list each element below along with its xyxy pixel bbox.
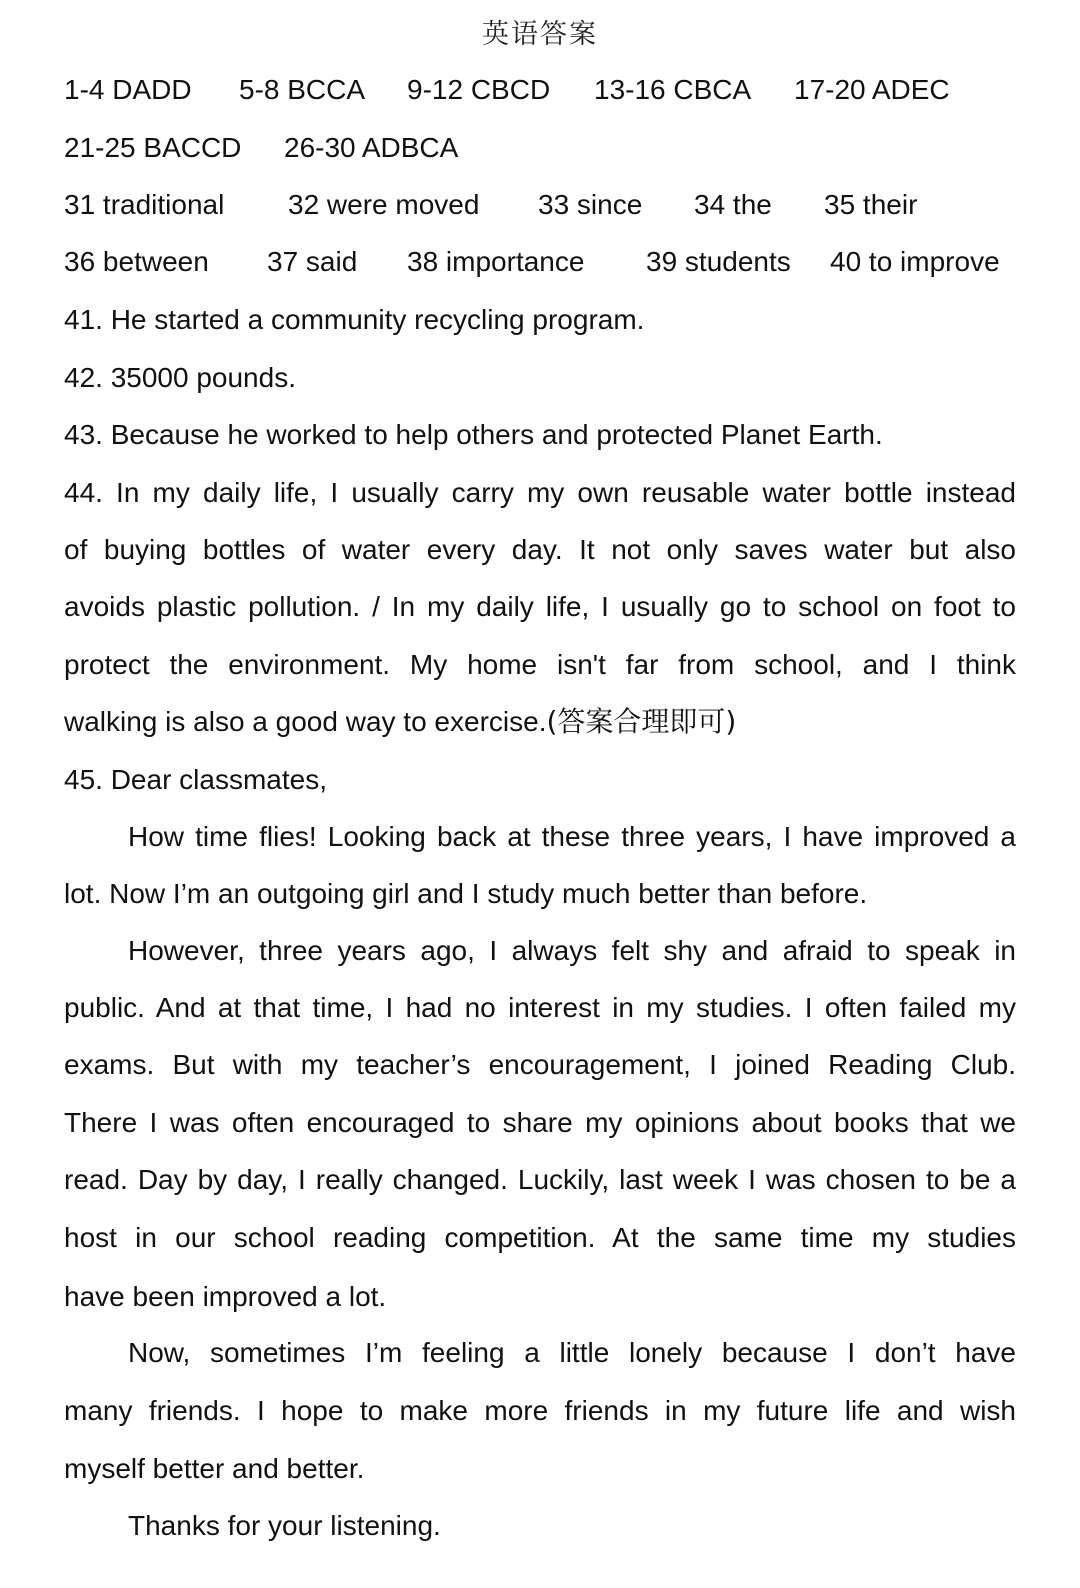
answer-45-paragraph-3-line: Now, sometimes I’m feeling a little lonely because I don’t have <box>128 1337 1016 1368</box>
answer-44-line: protect the environment. My home isn't far from school, and I think <box>64 649 1016 680</box>
choice-answer: 13-16 CBCA <box>594 74 752 105</box>
answer-45-paragraph-2-line: have been improved a lot. <box>64 1281 387 1312</box>
answer-45-paragraph-3-line: many friends. I hope to make more friends in my future life and wish <box>64 1395 1016 1426</box>
answer-45-paragraph-2-line: exams. But with my teacher’s encouragement, I joined Reading Club. <box>64 1049 1016 1080</box>
blank-answer: 33 since <box>538 189 643 220</box>
blank-answer: 39 students <box>646 246 791 277</box>
answer-45-paragraph-2-line: host in our school reading competition. At the same time my studies <box>64 1222 1016 1253</box>
answer-45-salutation: 45. Dear classmates, <box>64 764 327 795</box>
answer-42: 42. 35000 pounds. <box>64 362 296 393</box>
blank-answer: 31 traditional <box>64 189 225 220</box>
answer-44-line: walking is also a good way to exercise. <box>64 706 547 737</box>
answer-45-paragraph-2-line: read. Day by day, I really changed. Luckily, last week I was chosen to be a <box>64 1164 1016 1195</box>
answer-44-last-line <box>64 702 1016 742</box>
answer-44-line: of buying bottles of water every day. It not only saves water but also <box>64 534 1016 565</box>
blank-answer: 34 the <box>694 189 772 220</box>
answer-44-line: 44. In my daily life, I usually carry my own reusable water bottle instead <box>64 477 1016 508</box>
blank-answer: 40 to improve <box>830 246 1000 277</box>
choice-answer: 1-4 DADD <box>64 74 192 105</box>
answer-44-note: (答案合理即可) <box>546 705 737 738</box>
answer-45-paragraph-2-line: There I was often encouraged to share my opinions about books that we <box>64 1107 1016 1138</box>
answer-41: 41. He started a community recycling program. <box>64 304 645 335</box>
answer-45-closing: Thanks for your listening. <box>128 1510 441 1541</box>
answer-45-paragraph-1-line: lot. Now I’m an outgoing girl and I study much better than before. <box>64 878 868 909</box>
choice-answer: 21-25 BACCD <box>64 132 242 163</box>
blank-answer: 37 said <box>267 246 358 277</box>
answer-45-paragraph-2-line: However, three years ago, I always felt shy and afraid to speak in <box>128 935 1016 966</box>
choice-answer: 9-12 CBCD <box>407 74 551 105</box>
answer-45-paragraph-2-line: public. And at that time, I had no interest in my studies. I often failed my <box>64 992 1016 1023</box>
page-title: 英语答案 <box>482 19 598 50</box>
choice-answer: 17-20 ADEC <box>794 74 950 105</box>
blank-answer: 36 between <box>64 246 209 277</box>
answer-45-paragraph-3-line: myself better and better. <box>64 1453 365 1484</box>
answer-45-paragraph-1-line: How time flies! Looking back at these three years, I have improved a <box>128 821 1016 852</box>
answer-43: 43. Because he worked to help others and protected Planet Earth. <box>64 419 883 450</box>
blank-answer: 32 were moved <box>288 189 480 220</box>
blank-answer: 35 their <box>824 189 918 220</box>
blank-answer: 38 importance <box>407 246 585 277</box>
choice-answer: 26-30 ADBCA <box>284 132 459 163</box>
choice-answer: 5-8 BCCA <box>239 74 366 105</box>
answer-44-line: avoids plastic pollution. / In my daily life, I usually go to school on foot to <box>64 591 1016 622</box>
